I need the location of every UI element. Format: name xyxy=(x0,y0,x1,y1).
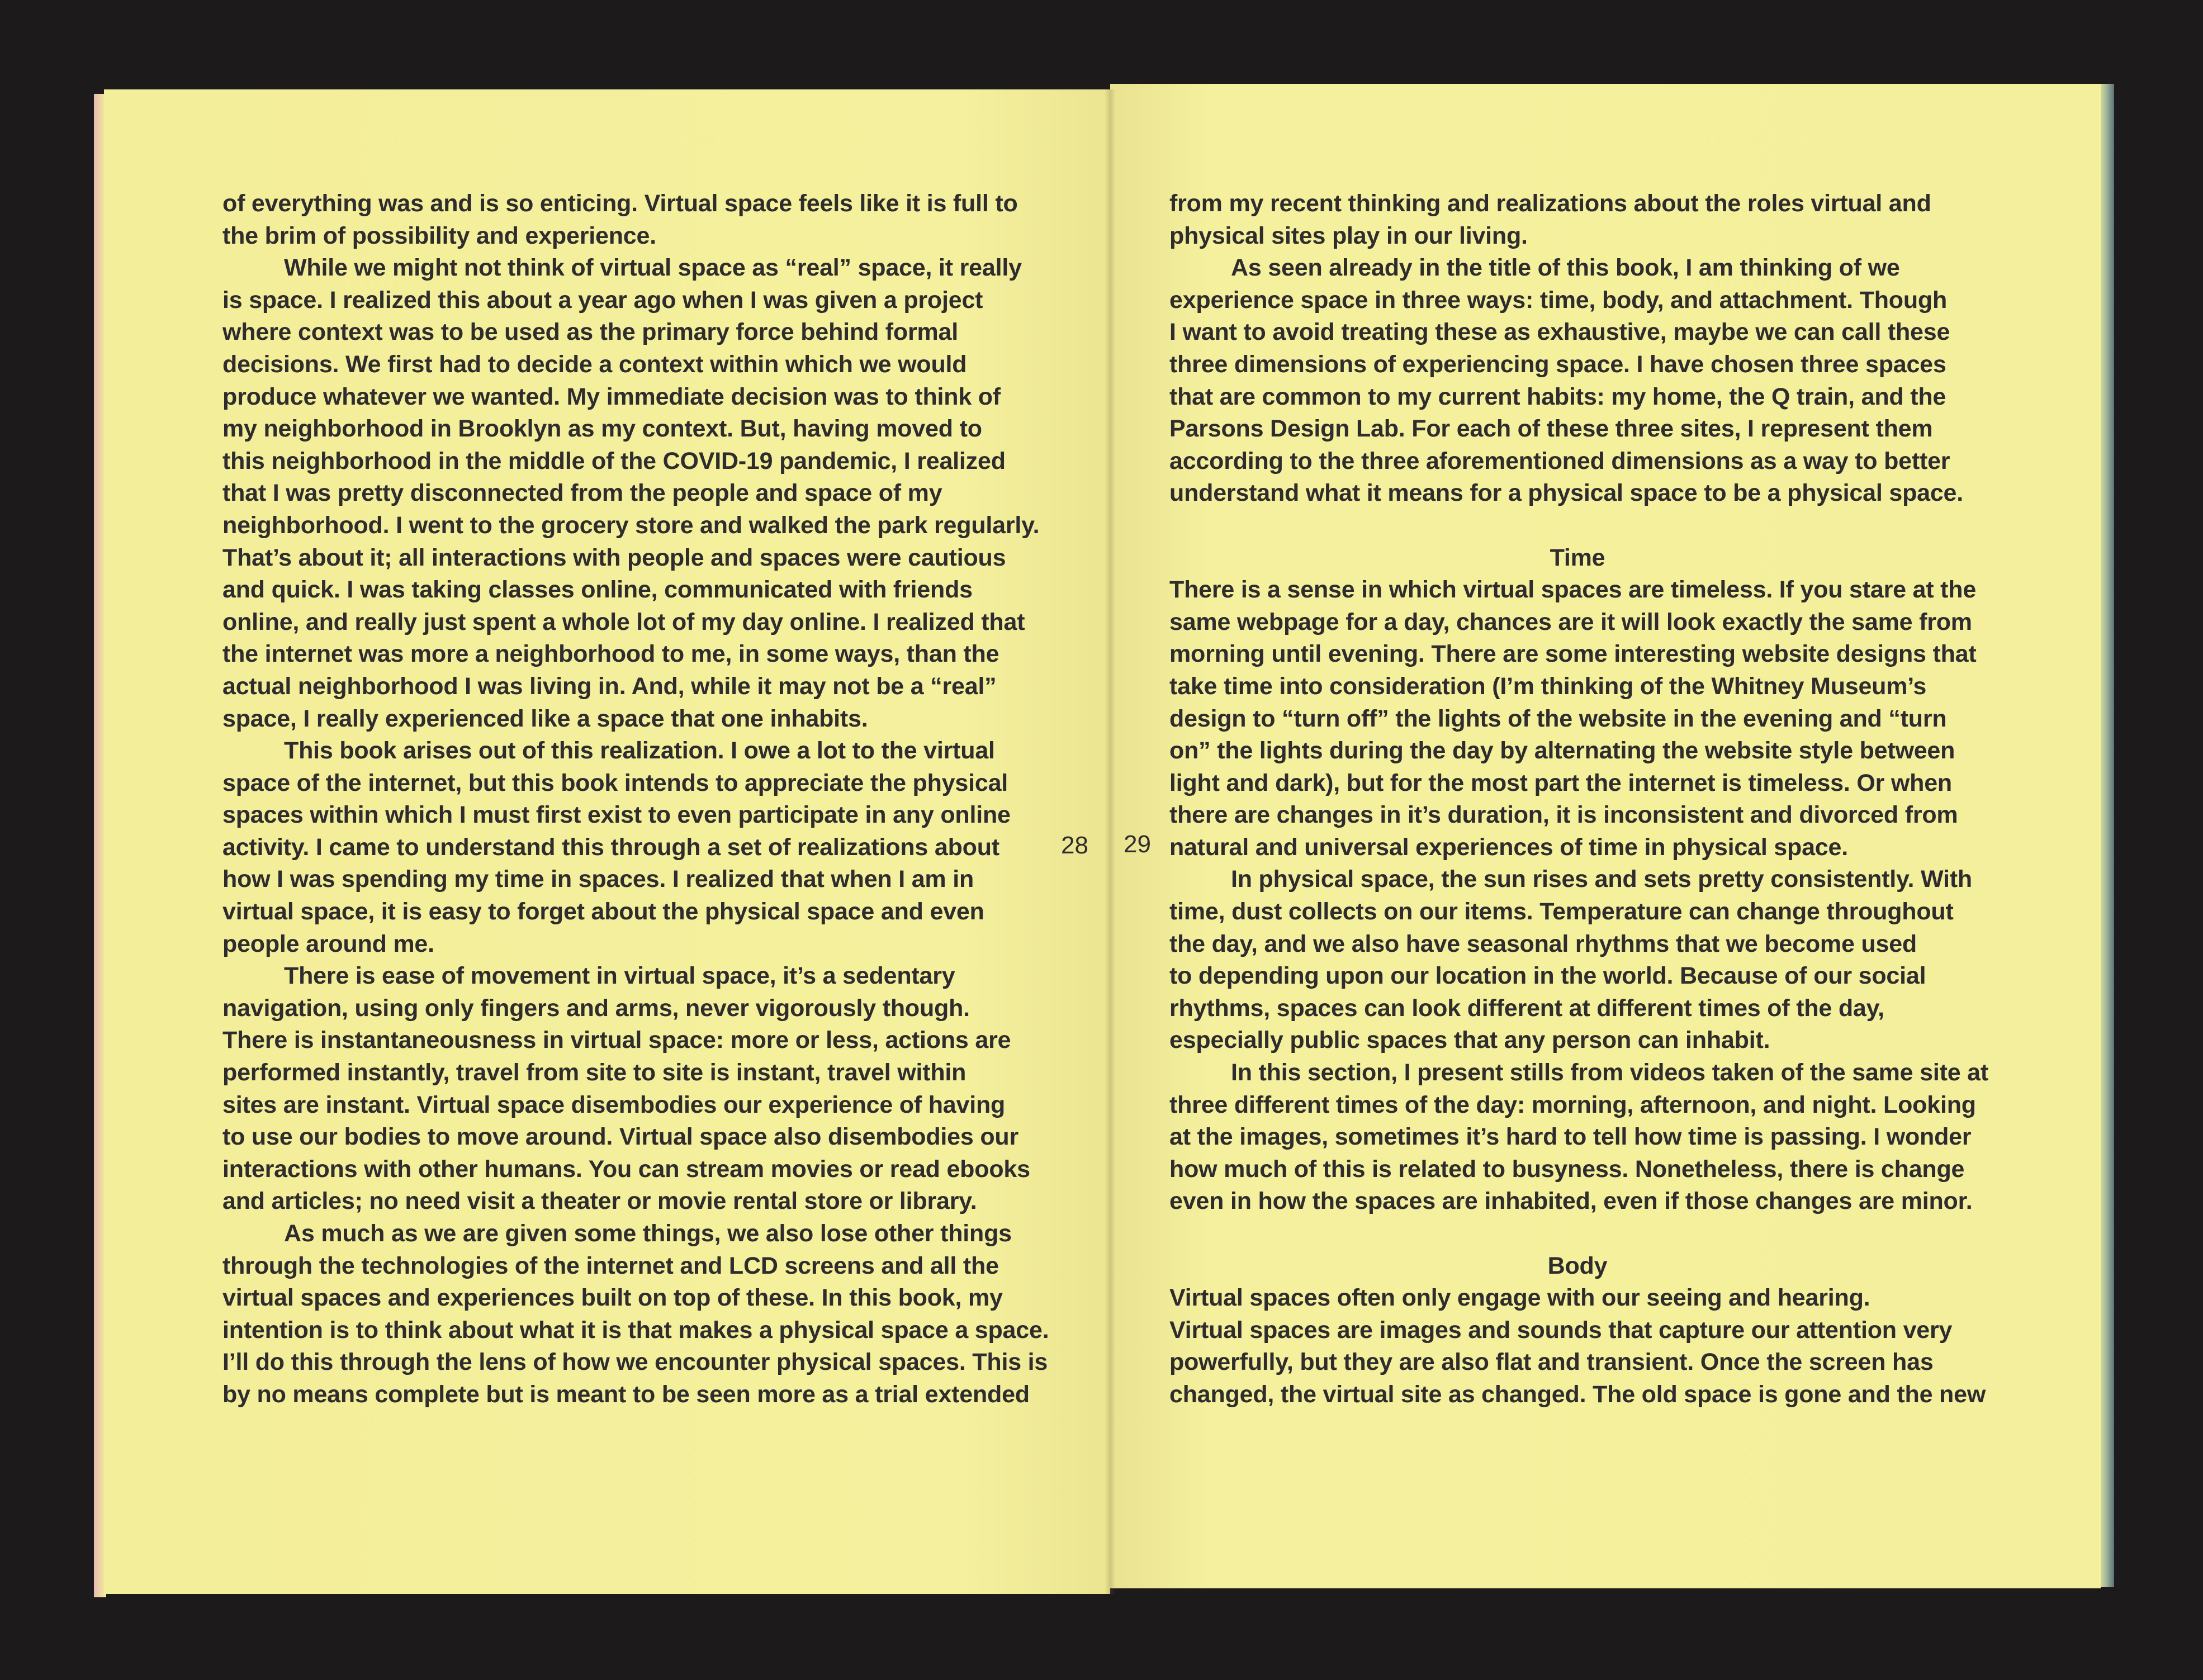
text-line: Parsons Design Lab. For each of these three sites, I represent them xyxy=(1169,415,1933,443)
text-line: this neighborhood in the middle of the COVID-19 pandemic, I realized xyxy=(222,447,1006,474)
text-line: Virtual spaces often only engage with our seeing and hearing. xyxy=(1169,1284,1870,1312)
text-line: to depending upon our location in the world. Because of our social xyxy=(1169,962,1926,990)
page-number-right: 29 xyxy=(1124,830,1151,858)
text-line: is space. I realized this about a year ago when I was given a project xyxy=(222,286,983,314)
text-line: through the technologies of the internet and LCD screens and all the xyxy=(222,1252,999,1279)
text-line: same webpage for a day, chances are it will look exactly the same from xyxy=(1169,608,1972,635)
text-line: interactions with other humans. You can stream movies or read ebooks xyxy=(222,1155,1030,1183)
text-line: time, dust collects on our items. Temperature can change throughout xyxy=(1169,898,1954,926)
text-line: morning until evening. There are some interesting website designs that xyxy=(1169,640,1977,668)
text-line: how much of this is related to busyness. Nonetheless, there is change xyxy=(1169,1155,1965,1183)
text-line: especially public spaces that any person can inhabit. xyxy=(1169,1027,1770,1054)
text-line: on” the lights during the day by alternating the website style between xyxy=(1169,737,1955,765)
text-line: three different times of the day: morning, afternoon, and night. Looking xyxy=(1169,1091,1976,1118)
text-line: and quick. I was taking classes online, communicated with friends xyxy=(222,576,973,604)
left-page-text xyxy=(222,188,1049,1411)
text-line: understand what it means for a physical space to be a physical space. xyxy=(1169,480,1964,507)
text-line: virtual space, it is easy to forget about the physical space and even xyxy=(222,898,984,926)
text-line: to use our bodies to move around. Virtual space also disembodies our xyxy=(222,1123,1019,1151)
paragraph-start-line: This book arises out of this realization. I owe a lot to the virtual xyxy=(284,737,995,765)
text-line: the internet was more a neighborhood to me, in some ways, than the xyxy=(222,640,999,668)
text-line: I want to avoid treating these as exhaustive, maybe we can call these xyxy=(1169,319,1950,346)
text-line: and articles; no need visit a theater or movie rental store or library. xyxy=(222,1188,977,1215)
text-line: by no means complete but is meant to be seen more as a trial extended xyxy=(222,1380,1030,1408)
text-line: the day, and we also have seasonal rhythms that we become used xyxy=(1169,930,1917,957)
text-line: Virtual spaces are images and sounds that capture our attention very xyxy=(1169,1316,1953,1344)
text-line: decisions. We first had to decide a context within which we would xyxy=(222,350,967,378)
text-line: space, I really experienced like a space that one inhabits. xyxy=(222,705,868,732)
page-number-left: 28 xyxy=(1061,832,1088,859)
text-line: according to the three aforementioned dimensions as a way to better xyxy=(1169,447,1950,474)
text-line: that are common to my current habits: my home, the Q train, and the xyxy=(1169,383,1946,410)
text-line: I’ll do this through the lens of how we encounter physical spaces. This is xyxy=(222,1349,1048,1376)
text-line: There is instantaneousness in virtual space: more or less, actions are xyxy=(222,1027,1011,1054)
paragraph-start-line: There is ease of movement in virtual space, it’s a sedentary xyxy=(284,962,955,990)
left-page xyxy=(104,89,1110,1594)
section-spacer xyxy=(1169,510,1988,542)
paragraph-start-line: While we might not think of virtual space as “real” space, it really xyxy=(284,254,1022,282)
text-line: there are changes in it’s duration, it is inconsistent and divorced from xyxy=(1169,801,1958,829)
book-gutter xyxy=(1105,89,1116,1594)
text-line: take time into consideration (I’m thinking of the Whitney Museum’s xyxy=(1169,672,1927,700)
text-line: actual neighborhood I was living in. And, while it may not be a “real” xyxy=(222,672,997,700)
text-line: that I was pretty disconnected from the people and space of my xyxy=(222,480,942,507)
text-line: three dimensions of experiencing space. I have chosen three spaces xyxy=(1169,350,1946,378)
text-line: activity. I came to understand this through a set of realizations about xyxy=(222,833,999,861)
text-line: even in how the spaces are inhabited, even if those changes are minor. xyxy=(1169,1188,1973,1215)
text-line: at the images, sometimes it’s hard to tell how time is passing. I wonder xyxy=(1169,1123,1972,1151)
paragraph-start-line: As seen already in the title of this book, I am thinking of we xyxy=(1231,254,1900,282)
paragraph-start-line: In this section, I present stills from videos taken of the same site at xyxy=(1231,1059,1989,1086)
text-line: natural and universal experiences of time in physical space. xyxy=(1169,833,1848,861)
text-line: the brim of possibility and experience. xyxy=(222,222,656,249)
text-line: powerfully, but they are also flat and transient. Once the screen has xyxy=(1169,1349,1934,1376)
text-line: how I was spending my time in spaces. I realized that when I am in xyxy=(222,866,974,893)
text-line: There is a sense in which virtual spaces are timeless. If you stare at the xyxy=(1169,576,1977,604)
text-line: online, and really just spent a whole lot of my day online. I realized that xyxy=(222,608,1025,635)
text-line: physical sites play in our living. xyxy=(1169,222,1528,249)
text-line: where context was to be used as the primary force behind formal xyxy=(222,319,958,346)
text-line: design to “turn off” the lights of the website in the evening and “turn xyxy=(1169,705,1947,732)
text-line: from my recent thinking and realizations about the roles virtual and xyxy=(1169,190,1931,217)
text-line: space of the internet, but this book intends to appreciate the physical xyxy=(222,769,1008,796)
text-line: experience space in three ways: time, body, and attachment. Though xyxy=(1169,286,1948,314)
text-line: rhythms, spaces can look different at different times of the day, xyxy=(1169,994,1884,1022)
text-line: neighborhood. I went to the grocery store and walked the park regularly. xyxy=(222,511,1040,539)
text-line: people around me. xyxy=(222,930,434,957)
text-line: changed, the virtual site as changed. The old space is gone and the new xyxy=(1169,1380,1986,1408)
text-line: performed instantly, travel from site to site is instant, travel within xyxy=(222,1059,967,1086)
text-line: virtual spaces and experiences built on top of these. In this book, my xyxy=(222,1284,1003,1312)
right-page xyxy=(1110,84,2101,1588)
right-page-text xyxy=(1169,188,1988,1411)
text-line: light and dark), but for the most part the internet is timeless. Or when xyxy=(1169,769,1953,796)
paragraph-start-line: As much as we are given some things, we also lose other things xyxy=(284,1220,1012,1247)
text-line: produce whatever we wanted. My immediate decision was to think of xyxy=(222,383,1001,410)
text-line: navigation, using only fingers and arms, never vigorously though. xyxy=(222,994,970,1022)
text-line: sites are instant. Virtual space disembodies our experience of having xyxy=(222,1091,1006,1118)
text-line: of everything was and is so enticing. Virtual space feels like it is full to xyxy=(222,190,1018,217)
text-line: spaces within which I must first exist to even participate in any online xyxy=(222,801,1011,829)
text-line: intention is to think about what it is that makes a physical space a space. xyxy=(222,1316,1049,1344)
section-heading-body: Body xyxy=(1547,1252,1608,1279)
text-line: my neighborhood in Brooklyn as my context. But, having moved to xyxy=(222,415,982,443)
paragraph-start-line: In physical space, the sun rises and sets pretty consistently. With xyxy=(1231,866,1972,893)
section-spacer xyxy=(1169,1218,1988,1250)
section-heading-time: Time xyxy=(1550,544,1605,571)
text-line: That’s about it; all interactions with people and spaces were cautious xyxy=(222,544,1006,571)
